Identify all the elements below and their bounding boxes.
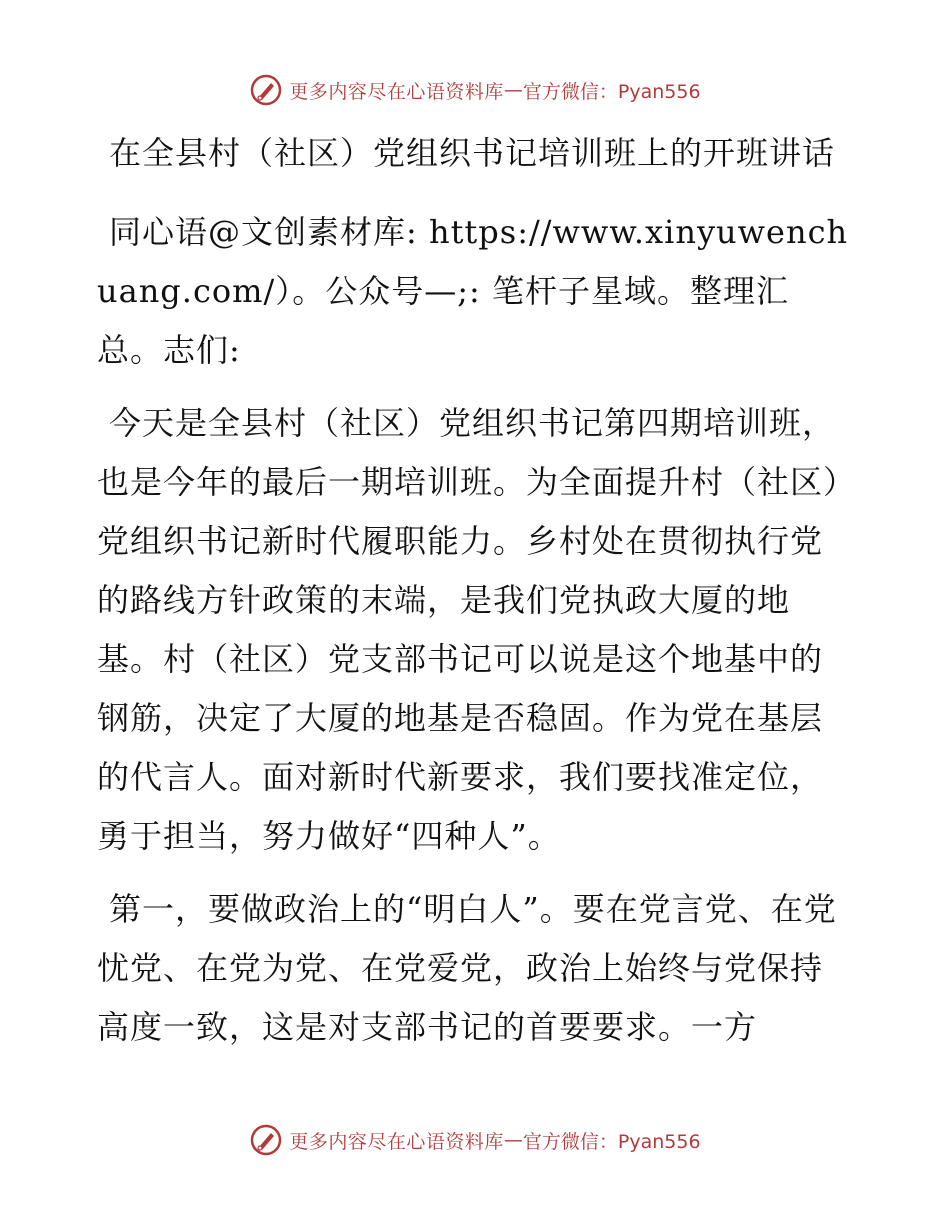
banner-promo-text: 更多内容尽在心语资料库 (289, 80, 504, 103)
source-note: 同心语@文创素材库: https://www.xinyuwenchuang.com/）。公众号—;: 笔杆子星域。整理汇总。志们: (97, 213, 849, 369)
document-body (97, 124, 849, 1071)
paragraph-2: 第一，要做政治上的“明白人”。要在党言党、在党忧党、在党为党、在党爱党，政治上始终与党保持高度一致，这是对支部书记的首要要求。一方 (97, 890, 837, 1046)
banner-separator: — (503, 1129, 523, 1151)
paragraph-1: 今天是全县村（社区）党组织书记第四期培训班，也是今年的最后一期培训班。为全面提升村（社区）党组织书记新时代履职能力。乡村处在贯彻执行党的路线方针政策的末端，是我们党执政大厦的地基。村（社区）党支部书记可以说是这个地基中的钢筋，决定了大厦的地基是否稳固。作为党在基层的代言人。面对新时代新要求，我们要找准定位，勇于担当，努力做好“四种人”。 (97, 404, 841, 855)
pen-logo-icon (249, 73, 283, 107)
header-banner (0, 68, 950, 112)
banner-promo-text: 更多内容尽在心语资料库 (289, 1130, 504, 1153)
banner-wechat-text: 官方微信：Pyan556 (522, 80, 701, 103)
banner-wechat-text: 官方微信：Pyan556 (522, 1130, 701, 1153)
banner-separator: — (503, 79, 523, 101)
document-title: 在全县村（社区）党组织书记培训班上的开班讲话 (109, 134, 836, 172)
pen-logo-icon (249, 1123, 283, 1157)
footer-banner (0, 1118, 950, 1162)
